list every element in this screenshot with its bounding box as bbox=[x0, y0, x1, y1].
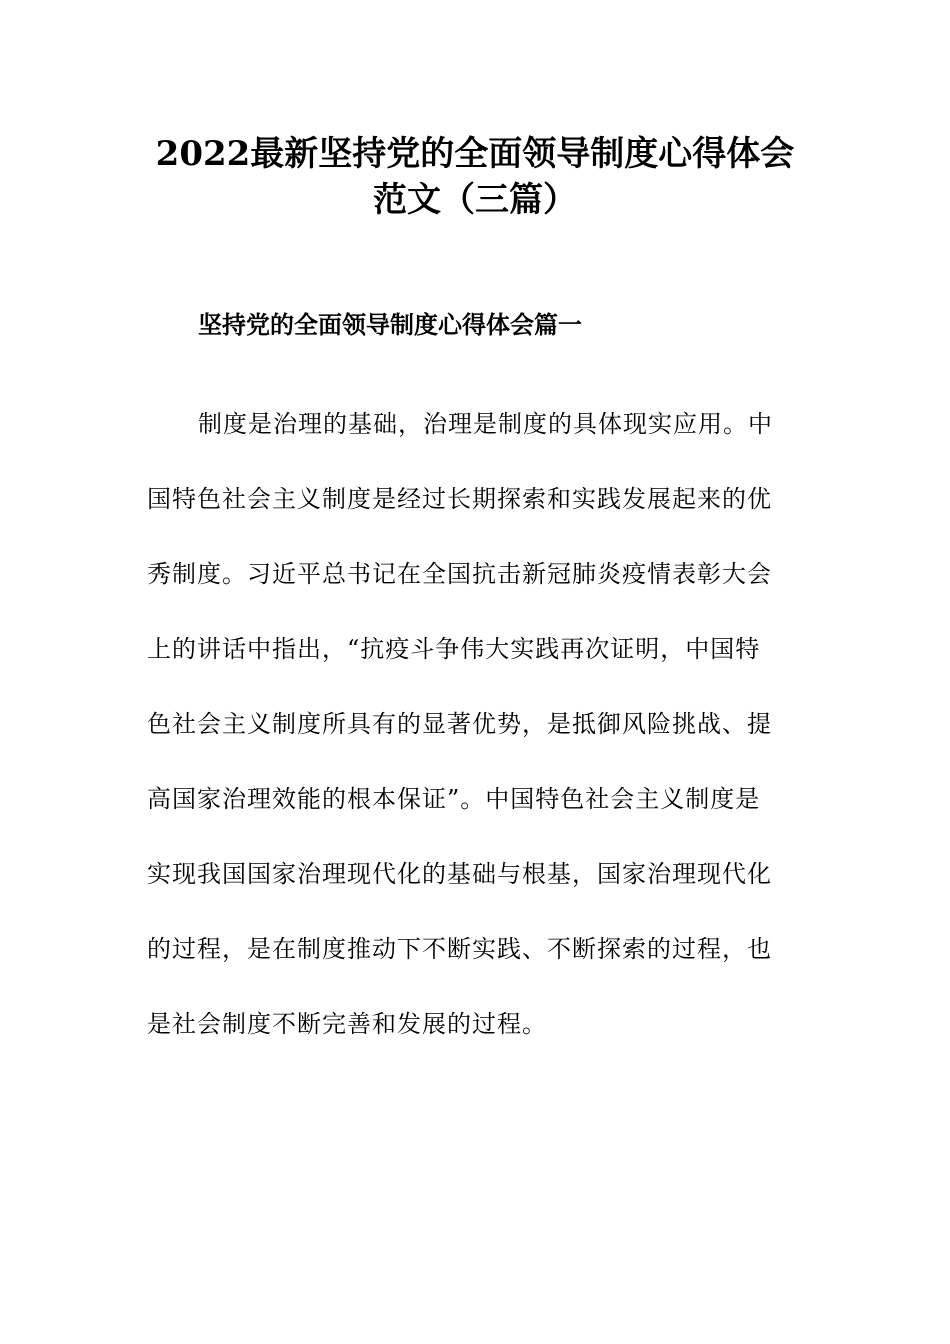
paragraph-line: 色社会主义制度所具有的显著优势，是抵御风险挑战、提 bbox=[147, 710, 772, 738]
paragraph-line: 高国家治理效能的根本保证”。中国特色社会主义制度是 bbox=[147, 785, 761, 813]
paragraph-line: 制度是治理的基础，治理是制度的具体现实应用。中 bbox=[198, 410, 773, 438]
document-title-line-2: 范文（三篇） bbox=[373, 180, 577, 220]
section-heading: 坚持党的全面领导制度心得体会篇一 bbox=[198, 311, 582, 339]
document-title-line-1: 2022最新坚持党的全面领导制度心得体会 bbox=[155, 134, 795, 174]
paragraph-line: 上的讲话中指出，“抗疫斗争伟大实践再次证明，中国特 bbox=[147, 635, 761, 663]
paragraph-line: 国特色社会主义制度是经过长期探索和实践发展起来的优 bbox=[147, 485, 772, 513]
paragraph-line: 实现我国国家治理现代化的基础与根基，国家治理现代化 bbox=[147, 860, 772, 888]
paragraph-line: 秀制度。习近平总书记在全国抗击新冠肺炎疫情表彰大会 bbox=[147, 560, 772, 588]
paragraph-line: 是社会制度不断完善和发展的过程。 bbox=[147, 1010, 547, 1038]
paragraph-line: 的过程，是在制度推动下不断实践、不断探索的过程，也 bbox=[147, 935, 772, 963]
